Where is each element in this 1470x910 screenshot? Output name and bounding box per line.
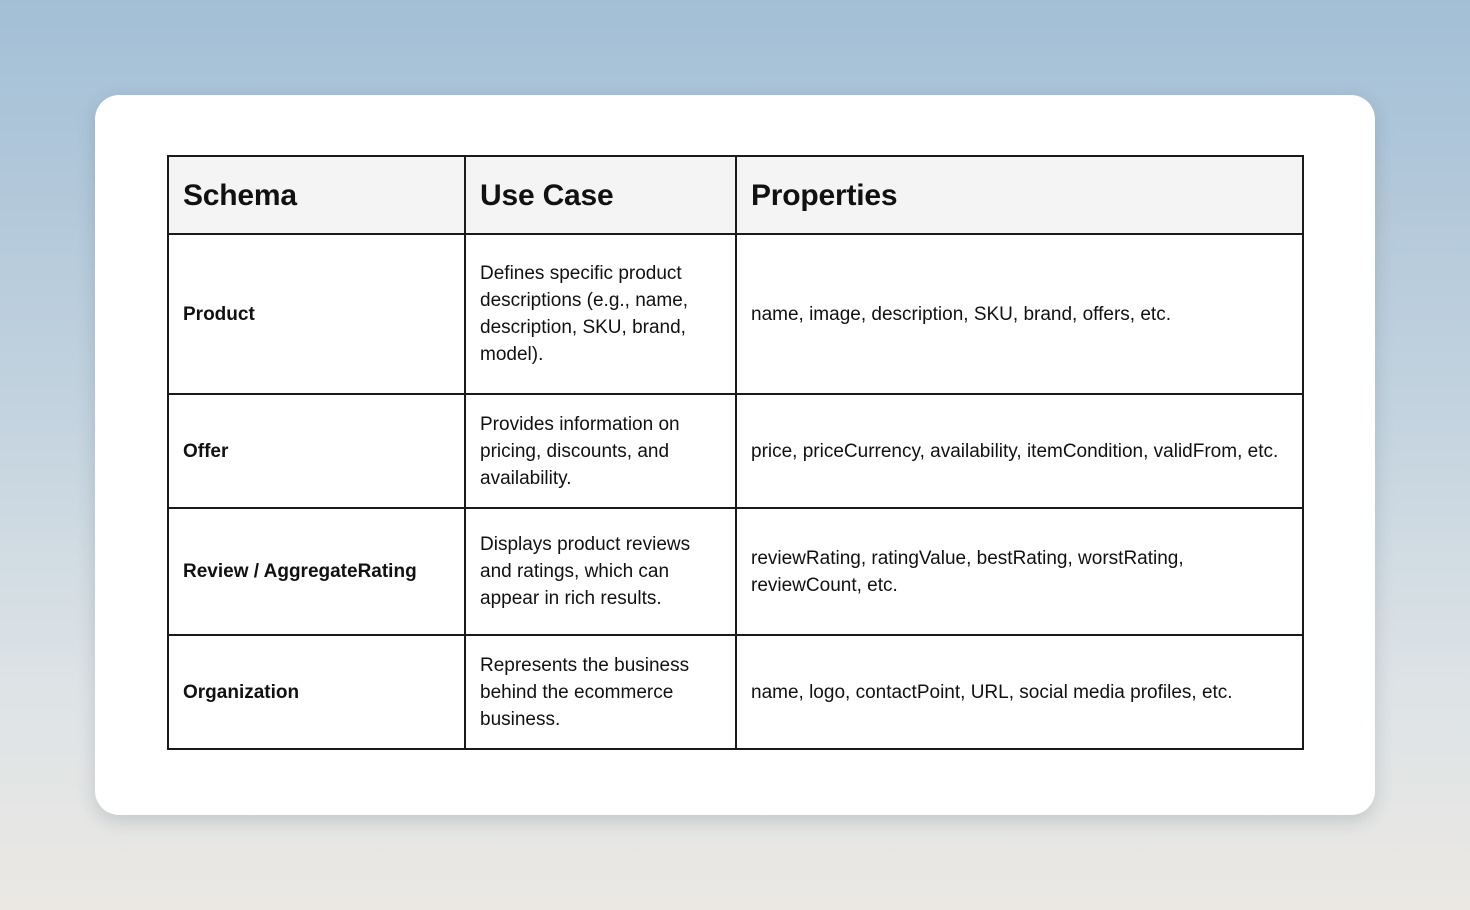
header-properties: Properties <box>736 156 1303 234</box>
use-case-cell: Displays product reviews and ratings, which can appear in rich results. <box>465 508 736 635</box>
table-row <box>168 234 1303 394</box>
table-row <box>168 635 1303 749</box>
schema-table <box>167 155 1304 750</box>
table-row <box>168 508 1303 635</box>
schema-cell: Offer <box>168 394 465 508</box>
use-case-cell: Represents the business behind the ecommerce business. <box>465 635 736 749</box>
schema-cell: Review / AggregateRating <box>168 508 465 635</box>
header-schema: Schema <box>168 156 465 234</box>
table-row <box>168 394 1303 508</box>
schema-cell: Organization <box>168 635 465 749</box>
properties-cell: name, logo, contactPoint, URL, social media profiles, etc. <box>736 635 1303 749</box>
header-use-case: Use Case <box>465 156 736 234</box>
use-case-cell: Defines specific product descriptions (e.g., name, description, SKU, brand, model). <box>465 234 736 394</box>
properties-cell: price, priceCurrency, availability, itemCondition, validFrom, etc. <box>736 394 1303 508</box>
table-header-row <box>168 156 1303 234</box>
properties-cell: name, image, description, SKU, brand, offers, etc. <box>736 234 1303 394</box>
properties-cell: reviewRating, ratingValue, bestRating, worstRating, reviewCount, etc. <box>736 508 1303 635</box>
schema-cell: Product <box>168 234 465 394</box>
content-card <box>95 95 1375 815</box>
use-case-cell: Provides information on pricing, discounts, and availability. <box>465 394 736 508</box>
